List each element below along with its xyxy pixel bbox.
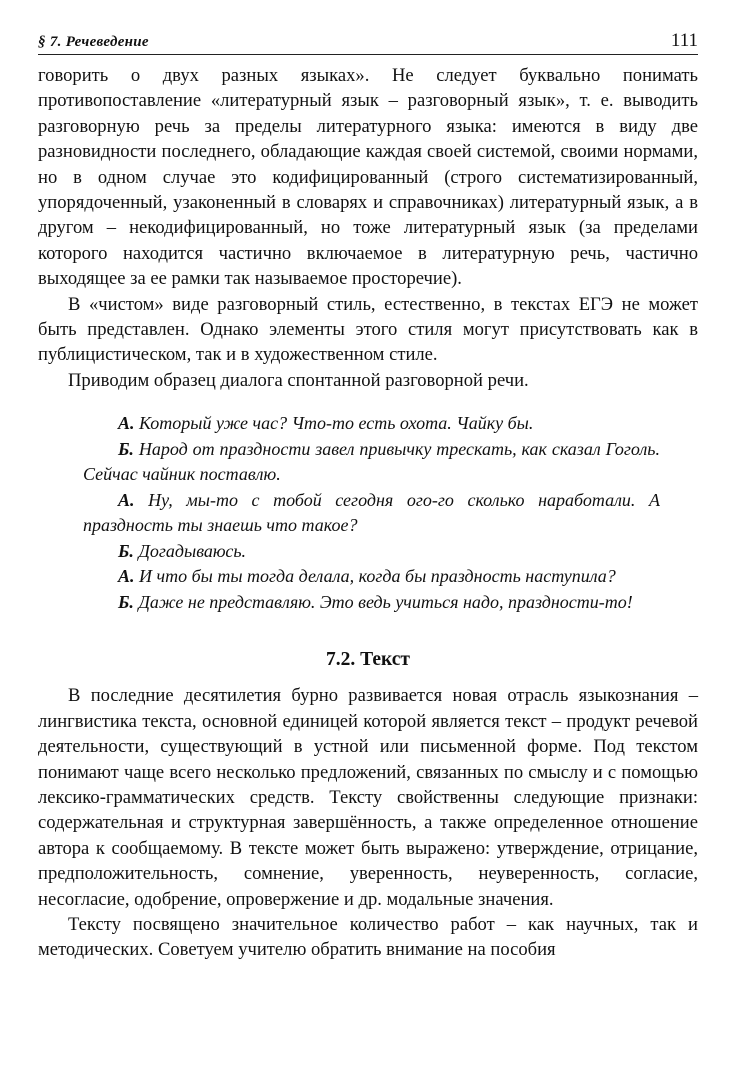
section-label: § 7. Речеведение	[38, 34, 149, 50]
paragraph: Тексту посвящено значительное количество работ – как научных, так и методических. Советуем учителю обратить внимание на пособия	[38, 913, 698, 961]
dialogue-text: Народ от праздности завел привычку трескать, как сказал Гоголь. Сейчас чайник поставлю.	[83, 438, 661, 485]
speaker-label: Б.	[118, 591, 134, 612]
paragraph: Приводим образец диалога спонтанной разговорной речи.	[68, 369, 529, 391]
dialogue-line	[83, 437, 660, 488]
dialogue-line	[83, 590, 660, 616]
paragraph: В последние десятилетия бурно развивается новая отрасль языкознания – лингвистика текста, основной единицей которой является текст – продукт речевой деятельности, существующий в устной или письменной форме. Под текстом понимают чаще всего несколько предложений, связанных по смыслу и с помощью лексико-грамматических средств. Тексту свойственны следующие признаки: содержательная и структурная завершённость, а также определенное отношение автора к сообщаемому. В тексте может быть выражено: утверждение, отрицание, предположительность, сомнение, уверенность, неуверенность, согласие, несогласие, одобрение, опровержение и др. модальные значения.	[38, 685, 698, 910]
dialogue-line	[83, 539, 660, 565]
body-text-bottom	[38, 683, 698, 962]
section-heading: 7.2. Текст	[325, 649, 411, 671]
dialogue-line	[83, 411, 660, 437]
dialogue-text: И что бы ты тогда делала, когда бы праздность наступила?	[139, 566, 616, 587]
speaker-label: Б.	[118, 540, 134, 561]
running-header	[38, 30, 698, 55]
speaker-label: А.	[118, 413, 135, 434]
book-page	[38, 30, 698, 963]
page-number: 111	[670, 30, 698, 51]
dialogue-line	[83, 488, 660, 539]
dialogue-sample	[38, 411, 698, 615]
dialogue-line	[83, 564, 660, 590]
dialogue-text: Который уже час? Что-то есть охота. Чайку бы.	[139, 413, 534, 434]
dialogue-text: Даже не представляю. Это ведь учиться надо, праздности-то!	[138, 591, 633, 612]
dialogue-text: Ну, мы-то с тобой сегодня ого-го сколько наработали. А праздность ты знаешь что такое?	[83, 489, 660, 536]
paragraph: В «чистом» виде разговорный стиль, естественно, в текстах ЕГЭ не может быть представлен. Однако элементы этого стиля могут присутствовать как в публицистическом, так и в художественном стиле.	[38, 293, 698, 366]
speaker-label: А.	[118, 566, 135, 587]
speaker-label: А.	[118, 489, 135, 510]
body-text-top	[38, 63, 698, 393]
paragraph: говорить о двух разных языках». Не следует буквально понимать противопоставление «литературный язык – разговорный язык», т. е. выводить разговорную речь за пределы литературного языка: имеются в виду две разновидности последнего, обладающие каждая своей системой, своими нормами, но в одном случае это кодифицированный (строго систематизированный, упорядоченный, узаконенный в словарях и справочниках) литературный язык, а в другом – некодифицированный, но тоже литературный язык (за пределами которого находится частично включаемое в литературную речь, частично выходящее за ее рамки так называемое просторечие).	[38, 65, 698, 290]
speaker-label: Б.	[118, 438, 134, 459]
dialogue-text: Догадываюсь.	[138, 540, 247, 561]
